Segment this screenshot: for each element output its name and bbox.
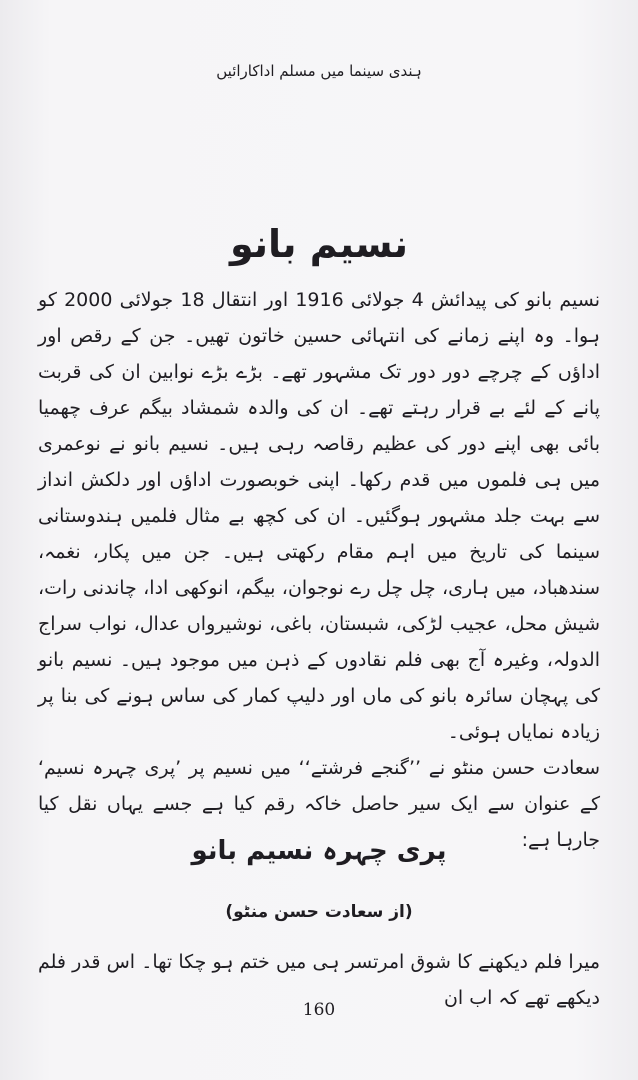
chapter-title: نسیم بانو <box>229 222 409 266</box>
running-head: ہندی سینما میں مسلم اداکارائیں <box>216 62 422 80</box>
section-first-line: میرا فلم دیکھنے کا شوق امرتسر ہی میں ختم ہو چکا تھا۔ اس قدر فلم دیکھے تھے کہ اب ان <box>38 951 600 1009</box>
paragraph-1: نسیم بانو کی پیدائش 4 جولائی 1916 اور انتقال 18 جولائی 2000 کو ہوا۔ وہ اپنے زمانے کی انتہائی حسین خاتون تھیں۔ جن کے رقص اور اداؤں کے چرچے دور دور تک مشہور تھے۔ بڑے بڑے نوابین ان کی قربت پانے کے لئے بے قرار رہتے تھے۔ ان کی والدہ شمشاد بیگم عرف چھمیا بائی بھی اپنے دور کی عظیم رقاصہ رہی ہیں۔ نسیم بانو نے نوعمری میں ہی فلموں میں قدم رکھا۔ اپنی خوبصورت اداؤں اور دلکش انداز سے بہت جلد مشہور ہوگئیں۔ ان کی کچھ بے مثال فلمیں ہندوستانی سینما کی تاریخ میں اہم مقام رکھتی ہیں۔ جن میں پکار، نغمہ، سندھباد، میں ہاری، چل چل رے نوجوان، بیگم، انوکھی ادا، چاندنی رات، شیش محل، عجیب لڑکی، شبستان، باغی، نوشیرواں عدال، نواب سراج الدولہ، وغیرہ آج بھی فلم نقادوں کے ذہن میں موجود ہیں۔ نسیم بانو کی پہچان سائرہ بانو کی ماں اور دلیپ کمار کی ساس ہونے کی بنا پر زیادہ نمایاں ہوئی۔ <box>38 289 600 743</box>
section-byline: (از سعادت حسن منٹو) <box>225 902 413 922</box>
paragraph-2: سعادت حسن منٹو نے ’’گنجے فرشتے‘‘ میں نسیم پر ’پری چہرہ نسیم‘ کے عنوان سے ایک سیر حاصل خاکہ رقم کیا ہے جسے یہاں نقل کیا جارہا ہے: <box>38 757 600 851</box>
section-subtitle: پری چہرہ نسیم بانو <box>191 836 447 866</box>
page-number: 160 <box>302 1000 336 1020</box>
body-text <box>38 282 600 858</box>
